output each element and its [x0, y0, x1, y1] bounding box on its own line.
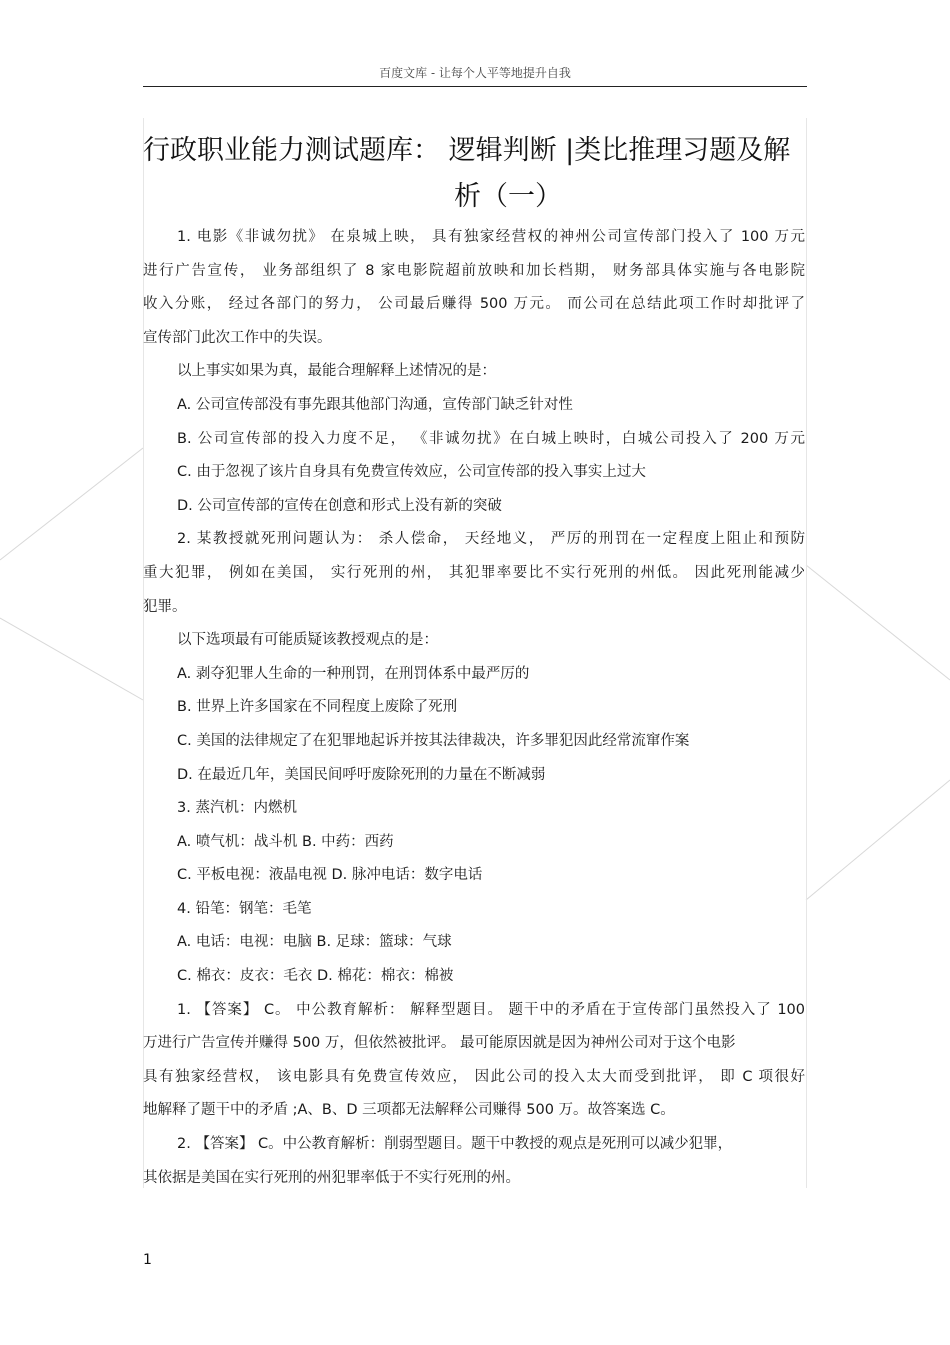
text-line: C. 平板电视：液晶电视 D. 脉冲电话：数字电话: [177, 867, 483, 884]
text-line: C. 棉衣：皮衣：毛衣 D. 棉花：棉衣：棉被: [177, 968, 454, 985]
text-line: A. 喷气机：战斗机 B. 中药：西药: [177, 833, 394, 850]
document-body: [143, 221, 805, 1195]
text-line: 收入分账， 经过各部门的努力， 公司最后赚得 500 万元。 而公司在总结此项工作时却批评了: [143, 296, 805, 313]
text-line: 2. 某教授就死刑问题认为： 杀人偿命， 天经地义， 严厉的刑罚在一定程度上阻止和预防: [177, 531, 805, 548]
page-header: 百度文库 - 让每个人平等地提升自我: [379, 66, 571, 80]
text-line: 以下选项最有可能质疑该教授观点的是：: [177, 632, 438, 649]
text-line: D. 公司宣传部的宣传在创意和形式上没有新的突破: [177, 497, 502, 514]
title-line-2: 析（一）: [454, 181, 562, 212]
text-line: B. 世界上许多国家在不同程度上废除了死刑: [177, 699, 458, 716]
text-line: 重大犯罪， 例如在美国， 实行死刑的州， 其犯罪率要比不实行死刑的州低。 因此死刑能减少: [143, 564, 805, 581]
text-line: 宣传部门此次工作中的失误。: [143, 329, 332, 346]
right-margin-line: [806, 118, 807, 1188]
text-line: C. 美国的法律规定了在犯罪地起诉并按其法律裁决，许多罪犯因此经常流窜作案: [177, 732, 690, 749]
text-line: A. 电话：电视：电脑 B. 足球：篮球：气球: [177, 934, 452, 951]
text-line: 万进行广告宣传并赚得 500 万，但依然被批评。 最可能原因就是因为神州公司对于这个电影: [143, 1035, 736, 1052]
text-line: 地解释了题干中的矛盾 ;A、B、D 三项都无法解释公司赚得 500 万。故答案选 C。: [143, 1102, 675, 1119]
text-line: B. 公司宣传部的投入力度不足， 《非诚勿扰》在白城上映时，白城公司投入了 200 万元: [177, 430, 805, 447]
text-line: 4. 铅笔：钢笔：毛笔: [177, 900, 312, 917]
text-line: C. 由于忽视了该片自身具有免费宣传效应，公司宣传部的投入事实上过大: [177, 464, 646, 481]
text-line: 3. 蒸汽机：内燃机: [177, 800, 297, 817]
text-line: 进行广告宣传， 业务部组织了 8 家电影院超前放映和加长档期， 财务部具体实施与各电影院: [143, 262, 805, 279]
page-number: 1: [143, 1252, 152, 1268]
document-title: [143, 128, 807, 220]
text-line: 具有独家经营权， 该电影具有免费宣传效应， 因此公司的投入太大而受到批评， 即 C 项很好: [143, 1068, 805, 1085]
text-line: D. 在最近几年，美国民间呼吁废除死刑的力量在不断减弱: [177, 766, 546, 783]
title-line-1: 行政职业能力测试题库： 逻辑判断 |类比推理习题及解: [143, 135, 791, 166]
text-line: 2. 【答案】 C。中公教育解析：削弱型题目。题干中教授的观点是死刑可以减少犯罪，: [177, 1136, 733, 1153]
text-line: 1. 【答案】 C。 中公教育解析： 解释型题目。 题干中的矛盾在于宣传部门虽然投入了 100: [177, 1001, 805, 1018]
text-line: A. 公司宣传部没有事先跟其他部门沟通，宣传部门缺乏针对性: [177, 396, 573, 413]
text-line: 犯罪。: [143, 598, 187, 615]
text-line: 其依据是美国在实行死刑的州犯罪率低于不实行死刑的州。: [143, 1169, 520, 1186]
text-line: A. 剥夺犯罪人生命的一种刑罚，在刑罚体系中最严厉的: [177, 665, 530, 682]
text-line: 1. 电影《非诚勿扰》 在泉城上映， 具有独家经营权的神州公司宣传部门投入了 100 万元: [177, 229, 805, 245]
header-rule: [143, 86, 807, 87]
text-line: 以上事实如果为真，最能合理解释上述情况的是：: [177, 363, 496, 380]
